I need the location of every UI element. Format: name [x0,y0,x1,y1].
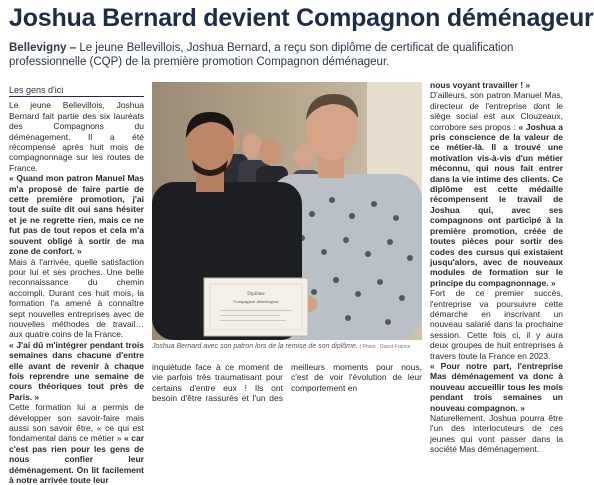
col3-text: D'ailleurs, son patron Manuel Mas, directeur de l'entreprise dont le siège social est aux Clouzeaux, corrobore ses propos : [430,90,563,132]
col1-paragraph [9,402,144,485]
col3-paragraph: Naturellement, Joshua pourra être l'un des interlocuteurs de ces jeunes qui vont passer dans la société Mas déménagement. [430,413,563,455]
col1-paragraph: Mais à l'arrivée, quelle satisfaction pour lui et ses proches. Une belle reconnaissance du chemin accompli. Durant ces huit mois, la formation l'a amené à connaître sept nouvelles entreprises avec de nouvelles méthodes de travail… aux quatre coins de la France. [9,256,144,340]
column-2 [152,362,422,412]
diploma-title: Diplôme [247,292,265,297]
col3-quote: « Pour notre part, l'entreprise Mas déménagement va donc à nouveau accueillir tous les mois pendant trois semaines un nouveau compagnon. » [430,360,563,413]
col3-paragraph: Fort de ce premier succès, l'entreprise va poursuivre cette démarche en inscrivant un nouveau salarié dans la prochaine session. Cette fois ci, il y aura deux groupes de huit entreprises à travers toute la France en 2023. [430,288,563,361]
col3-paragraph [430,90,563,288]
photo-caption [152,342,422,352]
article-lead [9,41,561,69]
photo-credit: | Photo : Ouest-France [359,344,411,350]
lead-place: Bellevigny – [9,42,77,54]
col3-quote: nous voyant travailler ! » [430,80,531,90]
col1-paragraph: Le jeune Bellevillois, Joshua Bernard fait partie des six lauréats des Compagnons du déménagement. Il a été récompensé après huit mois de compagnonnage sur les routes de France. [9,100,144,173]
col2-paragraph: inquiétude face à ce moment de vie parfois très traumatisant pour certains d'entre eux ! Ils ont besoin d'être rassurés et l'un des meilleurs moments pour nous, c'est de voir l'évolution de leur comportement en [152,362,422,404]
rubric-label: Les gens d'ici [9,85,144,97]
article-photo [152,82,422,340]
caption-text: Joshua Bernard avec son patron lors de la remise de son diplôme. [152,343,358,350]
column-1 [9,85,144,485]
col1-quote: « Quand mon patron Manuel Mas m'a proposé de faire partie de cette première promotion, j'ai tout de suite dit oui sans hésiter et je ne regrette rien, mais ce ne fut pas de tout repos et cela m'a souvent obligé à sortir de ma zone de confort. » [9,173,144,257]
col3-quote-inline: « Joshua a pris conscience de la valeur de ce métier-là. Il a trouvé une motivation vis-à-vis d'un métier méconnu, qui nous fait entrer dans la vie intime des clients. Ce diplôme est cette médaille récompensent le travail de Joshua qui, avec ses compagnons ont participé à la première promotion, créée de toutes pièces pour sortir des codes des cursus qui existaient jusqu'alors, avec de nouveaux modules de formation sur le principe du compagnonnage. » [430,121,564,288]
column-3 [430,80,564,455]
col1-quote-inline: « car c'est pas rien pour les gens de nous confier leur déménagement. On lit facilement à notre arrivée toute leur [9,433,144,485]
lead-text: Le jeune Bellevillois, Joshua Bernard, a reçu son diplôme de certificat de qualification professionnelle (CQP) de la première promotion Compagnon déménageur. [9,42,514,68]
diploma-subtitle: Compagnon déménageur [233,299,279,304]
col1-text: Cette formation lui a permis de développer son savoir-faire mais aussi son savoir être, « ce qui est fondamental dans ce métier » [9,402,144,444]
article-headline: Joshua Bernard devient Compagnon déménageur [9,4,594,32]
col1-quote: « J'ai dû m'intégrer pendant trois semaines dans chacune d'entre elle avant de revenir à chaque fois reprendre une semaine de cours théoriques tout près de Paris. » [9,339,144,402]
